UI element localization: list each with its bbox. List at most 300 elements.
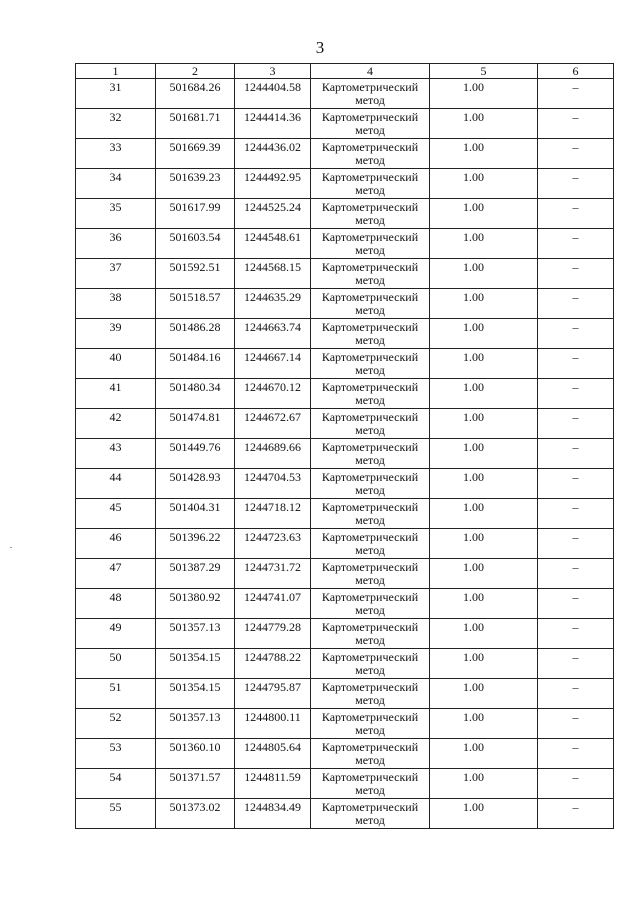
y-coordinate-cell: [235, 499, 311, 529]
y-coordinate-cell: [235, 769, 311, 799]
accuracy-cell-text: 1.00: [463, 680, 484, 694]
accuracy-cell-text: 1.00: [463, 80, 484, 94]
y-coordinate-cell-text: 1244731.72: [244, 560, 301, 574]
method-cell: [311, 319, 430, 349]
table-row: [76, 799, 614, 829]
y-coordinate-cell: [235, 709, 311, 739]
coordinates-table: [75, 63, 614, 829]
y-coordinate-cell-text: 1244805.64: [244, 740, 301, 754]
table-row: [76, 589, 614, 619]
x-coordinate-cell-text: 501371.57: [169, 770, 221, 784]
method-cell-text: Картометрический метод: [321, 140, 419, 167]
header-col-3: 3: [235, 64, 311, 79]
note-cell-text: –: [572, 650, 579, 664]
y-coordinate-cell-text: 1244795.87: [244, 680, 301, 694]
note-cell: [538, 169, 614, 199]
method-cell: [311, 499, 430, 529]
method-cell: [311, 709, 430, 739]
x-coordinate-cell: [156, 229, 235, 259]
point-number-cell-text: 39: [109, 320, 122, 334]
method-cell: [311, 109, 430, 139]
x-coordinate-cell-text: 501603.54: [169, 230, 221, 244]
point-number-cell: [76, 709, 156, 739]
point-number-cell: [76, 439, 156, 469]
y-coordinate-cell: [235, 679, 311, 709]
method-cell-text: Картометрический метод: [321, 770, 419, 797]
table-row: [76, 559, 614, 589]
table-row: [76, 709, 614, 739]
method-cell: [311, 559, 430, 589]
table-row: [76, 769, 614, 799]
method-cell: [311, 649, 430, 679]
method-cell: [311, 199, 430, 229]
point-number-cell-text: 51: [109, 680, 122, 694]
point-number-cell-text: 31: [109, 80, 122, 94]
point-number-cell: [76, 799, 156, 829]
point-number-cell: [76, 409, 156, 439]
note-cell: [538, 259, 614, 289]
y-coordinate-cell-text: 1244635.29: [244, 290, 301, 304]
y-coordinate-cell-text: 1244436.02: [244, 140, 301, 154]
y-coordinate-cell-text: 1244548.61: [244, 230, 301, 244]
accuracy-cell: [430, 229, 538, 259]
y-coordinate-cell: [235, 319, 311, 349]
x-coordinate-cell-text: 501480.34: [169, 380, 221, 394]
x-coordinate-cell: [156, 619, 235, 649]
x-coordinate-cell: [156, 769, 235, 799]
x-coordinate-cell-text: 501592.51: [169, 260, 221, 274]
accuracy-cell: [430, 199, 538, 229]
accuracy-cell-text: 1.00: [463, 380, 484, 394]
table-row: [76, 649, 614, 679]
y-coordinate-cell-text: 1244704.53: [244, 470, 301, 484]
y-coordinate-cell-text: 1244800.11: [244, 710, 301, 724]
x-coordinate-cell-text: 501404.31: [169, 500, 221, 514]
x-coordinate-cell: [156, 679, 235, 709]
x-coordinate-cell-text: 501684.26: [169, 80, 221, 94]
point-number-cell-text: 38: [109, 290, 122, 304]
note-cell: [538, 589, 614, 619]
y-coordinate-cell-text: 1244788.22: [244, 650, 301, 664]
point-number-cell-text: 42: [109, 410, 122, 424]
method-cell-text: Картометрический метод: [321, 230, 419, 257]
accuracy-cell: [430, 439, 538, 469]
table-row: [76, 739, 614, 769]
table-row: [76, 499, 614, 529]
x-coordinate-cell-text: 501428.93: [169, 470, 221, 484]
y-coordinate-cell-text: 1244741.07: [244, 590, 301, 604]
page-number: 3: [315, 38, 325, 57]
y-coordinate-cell: [235, 409, 311, 439]
point-number-cell: [76, 769, 156, 799]
x-coordinate-cell-text: 501360.10: [169, 740, 221, 754]
note-cell: [538, 349, 614, 379]
note-cell: [538, 649, 614, 679]
accuracy-cell: [430, 469, 538, 499]
note-cell-text: –: [572, 410, 579, 424]
scan-mark: [10, 547, 12, 548]
accuracy-cell-text: 1.00: [463, 740, 484, 754]
method-cell: [311, 589, 430, 619]
table-row: [76, 349, 614, 379]
point-number-cell-text: 34: [109, 170, 122, 184]
y-coordinate-cell-text: 1244667.14: [244, 350, 301, 364]
y-coordinate-cell: [235, 619, 311, 649]
y-coordinate-cell: [235, 289, 311, 319]
note-cell-text: –: [572, 470, 579, 484]
method-cell: [311, 439, 430, 469]
point-number-cell-text: 40: [109, 350, 122, 364]
x-coordinate-cell: [156, 319, 235, 349]
x-coordinate-cell: [156, 799, 235, 829]
accuracy-cell: [430, 709, 538, 739]
x-coordinate-cell-text: 501354.15: [169, 680, 221, 694]
y-coordinate-cell: [235, 739, 311, 769]
point-number-cell: [76, 469, 156, 499]
table-row: [76, 289, 614, 319]
accuracy-cell: [430, 319, 538, 349]
point-number-cell: [76, 199, 156, 229]
x-coordinate-cell: [156, 289, 235, 319]
y-coordinate-cell: [235, 79, 311, 109]
table-row: [76, 79, 614, 109]
accuracy-cell-text: 1.00: [463, 170, 484, 184]
x-coordinate-cell-text: 501639.23: [169, 170, 221, 184]
method-cell: [311, 139, 430, 169]
note-cell-text: –: [572, 110, 579, 124]
x-coordinate-cell: [156, 559, 235, 589]
method-cell-text: Картометрический метод: [321, 620, 419, 647]
x-coordinate-cell: [156, 349, 235, 379]
accuracy-cell-text: 1.00: [463, 560, 484, 574]
method-cell: [311, 169, 430, 199]
method-cell-text: Картометрический метод: [321, 530, 419, 557]
accuracy-cell-text: 1.00: [463, 470, 484, 484]
note-cell-text: –: [572, 350, 579, 364]
y-coordinate-cell: [235, 799, 311, 829]
y-coordinate-cell: [235, 199, 311, 229]
y-coordinate-cell-text: 1244663.74: [244, 320, 301, 334]
accuracy-cell: [430, 289, 538, 319]
y-coordinate-cell-text: 1244689.66: [244, 440, 301, 454]
point-number-cell-text: 35: [109, 200, 122, 214]
x-coordinate-cell-text: 501354.15: [169, 650, 221, 664]
note-cell: [538, 139, 614, 169]
y-coordinate-cell: [235, 379, 311, 409]
point-number-cell: [76, 499, 156, 529]
accuracy-cell: [430, 679, 538, 709]
note-cell: [538, 469, 614, 499]
method-cell: [311, 409, 430, 439]
method-cell-text: Картометрический метод: [321, 290, 419, 317]
table-row: [76, 379, 614, 409]
accuracy-cell-text: 1.00: [463, 800, 484, 814]
y-coordinate-cell: [235, 229, 311, 259]
point-number-cell: [76, 679, 156, 709]
note-cell: [538, 199, 614, 229]
point-number-cell: [76, 349, 156, 379]
method-cell-text: Картометрический метод: [321, 200, 419, 227]
note-cell-text: –: [572, 260, 579, 274]
point-number-cell: [76, 169, 156, 199]
note-cell: [538, 439, 614, 469]
y-coordinate-cell-text: 1244670.12: [244, 380, 301, 394]
y-coordinate-cell: [235, 169, 311, 199]
note-cell: [538, 529, 614, 559]
point-number-cell-text: 45: [109, 500, 122, 514]
point-number-cell-text: 49: [109, 620, 122, 634]
header-col-1: 1: [76, 64, 156, 79]
y-coordinate-cell: [235, 559, 311, 589]
table-row: [76, 169, 614, 199]
accuracy-cell-text: 1.00: [463, 620, 484, 634]
method-cell-text: Картометрический метод: [321, 500, 419, 527]
note-cell-text: –: [572, 320, 579, 334]
x-coordinate-cell: [156, 439, 235, 469]
x-coordinate-cell-text: 501396.22: [169, 530, 221, 544]
y-coordinate-cell-text: 1244718.12: [244, 500, 301, 514]
method-cell: [311, 529, 430, 559]
note-cell-text: –: [572, 380, 579, 394]
accuracy-cell: [430, 349, 538, 379]
method-cell-text: Картометрический метод: [321, 380, 419, 407]
note-cell-text: –: [572, 530, 579, 544]
y-coordinate-cell: [235, 109, 311, 139]
method-cell: [311, 289, 430, 319]
table-row: [76, 679, 614, 709]
accuracy-cell: [430, 649, 538, 679]
point-number-cell: [76, 319, 156, 349]
accuracy-cell-text: 1.00: [463, 230, 484, 244]
accuracy-cell-text: 1.00: [463, 320, 484, 334]
note-cell: [538, 379, 614, 409]
note-cell-text: –: [572, 680, 579, 694]
point-number-cell: [76, 229, 156, 259]
table-row: [76, 199, 614, 229]
header-col-4: 4: [311, 64, 430, 79]
table-row: [76, 619, 614, 649]
accuracy-cell-text: 1.00: [463, 650, 484, 664]
point-number-cell: [76, 589, 156, 619]
point-number-cell-text: 48: [109, 590, 122, 604]
point-number-cell: [76, 619, 156, 649]
accuracy-cell-text: 1.00: [463, 770, 484, 784]
accuracy-cell: [430, 409, 538, 439]
x-coordinate-cell-text: 501484.16: [169, 350, 221, 364]
method-cell-text: Картометрический метод: [321, 740, 419, 767]
accuracy-cell: [430, 769, 538, 799]
method-cell: [311, 799, 430, 829]
point-number-cell: [76, 559, 156, 589]
method-cell: [311, 379, 430, 409]
y-coordinate-cell: [235, 469, 311, 499]
x-coordinate-cell-text: 501357.13: [169, 620, 221, 634]
point-number-cell-text: 53: [109, 740, 122, 754]
point-number-cell-text: 37: [109, 260, 122, 274]
accuracy-cell: [430, 499, 538, 529]
note-cell: [538, 289, 614, 319]
note-cell-text: –: [572, 770, 579, 784]
point-number-cell: [76, 139, 156, 169]
x-coordinate-cell-text: 501449.76: [169, 440, 221, 454]
point-number-cell-text: 33: [109, 140, 122, 154]
y-coordinate-cell-text: 1244723.63: [244, 530, 301, 544]
note-cell: [538, 229, 614, 259]
x-coordinate-cell: [156, 649, 235, 679]
table-row: [76, 229, 614, 259]
method-cell: [311, 349, 430, 379]
table-row: [76, 439, 614, 469]
method-cell-text: Картометрический метод: [321, 680, 419, 707]
point-number-cell: [76, 649, 156, 679]
point-number-cell-text: 52: [109, 710, 122, 724]
accuracy-cell-text: 1.00: [463, 350, 484, 364]
method-cell: [311, 229, 430, 259]
x-coordinate-cell-text: 501518.57: [169, 290, 221, 304]
point-number-cell: [76, 109, 156, 139]
accuracy-cell: [430, 619, 538, 649]
x-coordinate-cell-text: 501486.28: [169, 320, 221, 334]
accuracy-cell: [430, 169, 538, 199]
y-coordinate-cell-text: 1244525.24: [244, 200, 301, 214]
accuracy-cell-text: 1.00: [463, 440, 484, 454]
x-coordinate-cell-text: 501380.92: [169, 590, 221, 604]
point-number-cell-text: 36: [109, 230, 122, 244]
x-coordinate-cell: [156, 409, 235, 439]
x-coordinate-cell-text: 501387.29: [169, 560, 221, 574]
method-cell-text: Картометрический метод: [321, 350, 419, 377]
method-cell: [311, 619, 430, 649]
method-cell-text: Картометрический метод: [321, 80, 419, 107]
method-cell-text: Картометрический метод: [321, 410, 419, 437]
accuracy-cell: [430, 259, 538, 289]
note-cell-text: –: [572, 80, 579, 94]
y-coordinate-cell-text: 1244414.36: [244, 110, 301, 124]
accuracy-cell: [430, 739, 538, 769]
method-cell-text: Картометрический метод: [321, 590, 419, 617]
point-number-cell: [76, 529, 156, 559]
point-number-cell: [76, 289, 156, 319]
method-cell: [311, 679, 430, 709]
x-coordinate-cell: [156, 169, 235, 199]
accuracy-cell: [430, 559, 538, 589]
note-cell: [538, 409, 614, 439]
y-coordinate-cell-text: 1244492.95: [244, 170, 301, 184]
table-body: [76, 79, 614, 829]
note-cell: [538, 739, 614, 769]
note-cell: [538, 709, 614, 739]
note-cell: [538, 79, 614, 109]
note-cell: [538, 679, 614, 709]
x-coordinate-cell: [156, 199, 235, 229]
note-cell-text: –: [572, 440, 579, 454]
note-cell: [538, 619, 614, 649]
method-cell-text: Картометрический метод: [321, 650, 419, 677]
method-cell-text: Картометрический метод: [321, 110, 419, 137]
note-cell: [538, 499, 614, 529]
note-cell: [538, 559, 614, 589]
method-cell-text: Картометрический метод: [321, 170, 419, 197]
x-coordinate-cell: [156, 589, 235, 619]
point-number-cell: [76, 379, 156, 409]
method-cell-text: Картометрический метод: [321, 260, 419, 287]
note-cell-text: –: [572, 710, 579, 724]
accuracy-cell-text: 1.00: [463, 590, 484, 604]
note-cell-text: –: [572, 200, 579, 214]
header-row: [76, 64, 614, 79]
y-coordinate-cell: [235, 349, 311, 379]
note-cell-text: –: [572, 560, 579, 574]
y-coordinate-cell: [235, 139, 311, 169]
point-number-cell-text: 32: [109, 110, 122, 124]
note-cell-text: –: [572, 590, 579, 604]
note-cell: [538, 319, 614, 349]
accuracy-cell: [430, 529, 538, 559]
x-coordinate-cell: [156, 709, 235, 739]
method-cell: [311, 79, 430, 109]
method-cell-text: Картометрический метод: [321, 710, 419, 737]
x-coordinate-cell: [156, 529, 235, 559]
point-number-cell-text: 41: [109, 380, 122, 394]
point-number-cell-text: 50: [109, 650, 122, 664]
y-coordinate-cell-text: 1244568.15: [244, 260, 301, 274]
x-coordinate-cell: [156, 469, 235, 499]
y-coordinate-cell: [235, 589, 311, 619]
x-coordinate-cell-text: 501474.81: [169, 410, 221, 424]
table-row: [76, 529, 614, 559]
x-coordinate-cell: [156, 139, 235, 169]
accuracy-cell-text: 1.00: [463, 260, 484, 274]
point-number-cell: [76, 739, 156, 769]
x-coordinate-cell: [156, 109, 235, 139]
table-row: [76, 469, 614, 499]
note-cell: [538, 799, 614, 829]
accuracy-cell: [430, 109, 538, 139]
accuracy-cell-text: 1.00: [463, 710, 484, 724]
method-cell-text: Картометрический метод: [321, 440, 419, 467]
note-cell: [538, 109, 614, 139]
accuracy-cell-text: 1.00: [463, 530, 484, 544]
note-cell-text: –: [572, 620, 579, 634]
point-number-cell-text: 43: [109, 440, 122, 454]
table-row: [76, 319, 614, 349]
x-coordinate-cell-text: 501357.13: [169, 710, 221, 724]
header-col-5: 5: [430, 64, 538, 79]
method-cell-text: Картометрический метод: [321, 320, 419, 347]
accuracy-cell-text: 1.00: [463, 290, 484, 304]
x-coordinate-cell-text: 501617.99: [169, 200, 221, 214]
table-row: [76, 259, 614, 289]
y-coordinate-cell-text: 1244404.58: [244, 80, 301, 94]
note-cell-text: –: [572, 740, 579, 754]
point-number-cell-text: 44: [109, 470, 122, 484]
accuracy-cell-text: 1.00: [463, 500, 484, 514]
point-number-cell-text: 54: [109, 770, 122, 784]
x-coordinate-cell: [156, 499, 235, 529]
table-row: [76, 409, 614, 439]
accuracy-cell: [430, 79, 538, 109]
note-cell-text: –: [572, 500, 579, 514]
accuracy-cell-text: 1.00: [463, 110, 484, 124]
y-coordinate-cell: [235, 259, 311, 289]
header-col-2: 2: [156, 64, 235, 79]
point-number-cell: [76, 79, 156, 109]
accuracy-cell: [430, 589, 538, 619]
accuracy-cell-text: 1.00: [463, 140, 484, 154]
method-cell-text: Картометрический метод: [321, 470, 419, 497]
y-coordinate-cell-text: 1244811.59: [244, 770, 301, 784]
table-row: [76, 139, 614, 169]
